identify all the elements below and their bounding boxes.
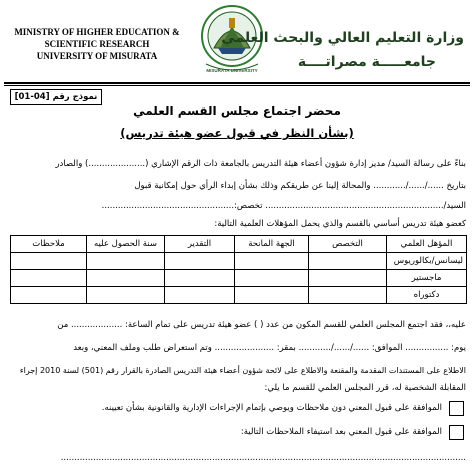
table-cell[interactable] — [235, 287, 309, 304]
document-subtitle: (بشأن النظر في قبول عضو هيئة تدريس) — [120, 126, 354, 140]
header-grade: التقدير — [165, 236, 235, 253]
approve-without-notes-checkbox[interactable] — [449, 401, 464, 416]
option-approve-with-notes: الموافقة على قبول المعني بعد استيفاء الملاحظات التالية: — [240, 427, 442, 437]
table-cell[interactable] — [87, 253, 165, 270]
english-line-research: SCIENTIFIC RESEARCH — [44, 39, 150, 49]
english-ministry-header — [4, 26, 190, 62]
table-cell[interactable] — [11, 270, 87, 287]
approve-with-notes-checkbox[interactable] — [449, 425, 464, 440]
row-label-master: ماجستير — [387, 270, 467, 287]
row-label-bachelor: ليسانس/بكالوريوس — [387, 253, 467, 270]
table-header-row — [11, 236, 467, 253]
arabic-university-title: جامعـــــة مصراتــــة — [297, 54, 436, 70]
meeting-line-2: يوم: ................ الموافق: ....../....../............ بمقر: ...................... وتم استعراض طلب وملف المعني، وبعد — [73, 343, 466, 353]
form-number-label — [10, 89, 102, 105]
document-title: محضر اجتماع مجلس القسم العلمي — [133, 104, 341, 118]
intro-line-4: كعضو هيئة تدريس أساسي بالقسم والذي يحمل المؤهلات العلمية التالية: — [214, 219, 466, 229]
meeting-line-4: المقابلة الشخصية له، قرر المجلس العلمي للقسم ما يلي: — [264, 383, 466, 393]
table-cell[interactable] — [235, 253, 309, 270]
english-line-ministry: MINISTRY OF HIGHER EDUCATION & — [14, 27, 180, 37]
header-divider-thin — [4, 85, 470, 86]
header-specialization: التخصص — [309, 236, 387, 253]
meeting-line-3: الاطلاع على المستندات المقدمة والمقنعة والاطلاع على لائحة شؤون أعضاء هيئة التدريس الصادرة بالقرار رقم (501) لسنة 2010 إجراء — [19, 366, 466, 375]
table-row — [11, 270, 467, 287]
arabic-ministry-title: وزارة التعليم العالي والبحث العلمي — [221, 30, 464, 46]
notes-dotted-line[interactable]: ...................................................................................................................................................... — [60, 453, 466, 463]
logo-caption: MISURATA UNIVERSITY — [206, 68, 258, 73]
table-cell[interactable] — [11, 253, 87, 270]
form-number-text: نموذج رقم [04-01] — [14, 92, 98, 102]
row-label-phd: دكتوراه — [387, 287, 467, 304]
english-line-university: UNIVERSITY OF MISURATA — [36, 51, 158, 61]
table-cell[interactable] — [87, 270, 165, 287]
table-cell[interactable] — [309, 287, 387, 304]
table-cell[interactable] — [11, 287, 87, 304]
table-cell[interactable] — [235, 270, 309, 287]
table-row — [11, 287, 467, 304]
qualifications-table — [10, 235, 467, 304]
table-cell[interactable] — [309, 270, 387, 287]
intro-line-1: بناءً على رسالة السيد/ مدير إدارة شؤون أعضاء هيئة التدريس بالجامعة ذات الرقم الإشاري (.....................) والصادر — [55, 159, 466, 169]
header-qualification: المؤهل العلمي — [387, 236, 467, 253]
header-year: سنة الحصول عليه — [87, 236, 165, 253]
meeting-line-1: عليه،، فقد اجتمع المجلس العلمي للقسم المكون من عدد ( ) عضو هيئة تدريس على تمام الساعة: ................... من — [57, 320, 466, 330]
table-cell[interactable] — [309, 253, 387, 270]
intro-line-2: بتاريخ ....../....../............ والمحالة إلينا عن طريقكم وذلك بشأن إبداء الرأي حول إمكانية قبول — [134, 181, 466, 191]
option-approve-without-notes: الموافقة على قبول المعني دون ملاحظات ويوصي بإتمام الإجراءات الإدارية والقانونية بشأن تعيينه. — [101, 403, 442, 413]
header-notes: ملاحظات — [11, 236, 87, 253]
table-cell[interactable] — [165, 253, 235, 270]
table-cell[interactable] — [165, 287, 235, 304]
header-granting-body: الجهة المانحة — [235, 236, 309, 253]
table-cell[interactable] — [165, 270, 235, 287]
table-row — [11, 253, 467, 270]
intro-line-3: السيد/.................................................................. تخصص:................................................. — [101, 201, 466, 211]
header-divider — [4, 82, 470, 84]
table-cell[interactable] — [87, 287, 165, 304]
